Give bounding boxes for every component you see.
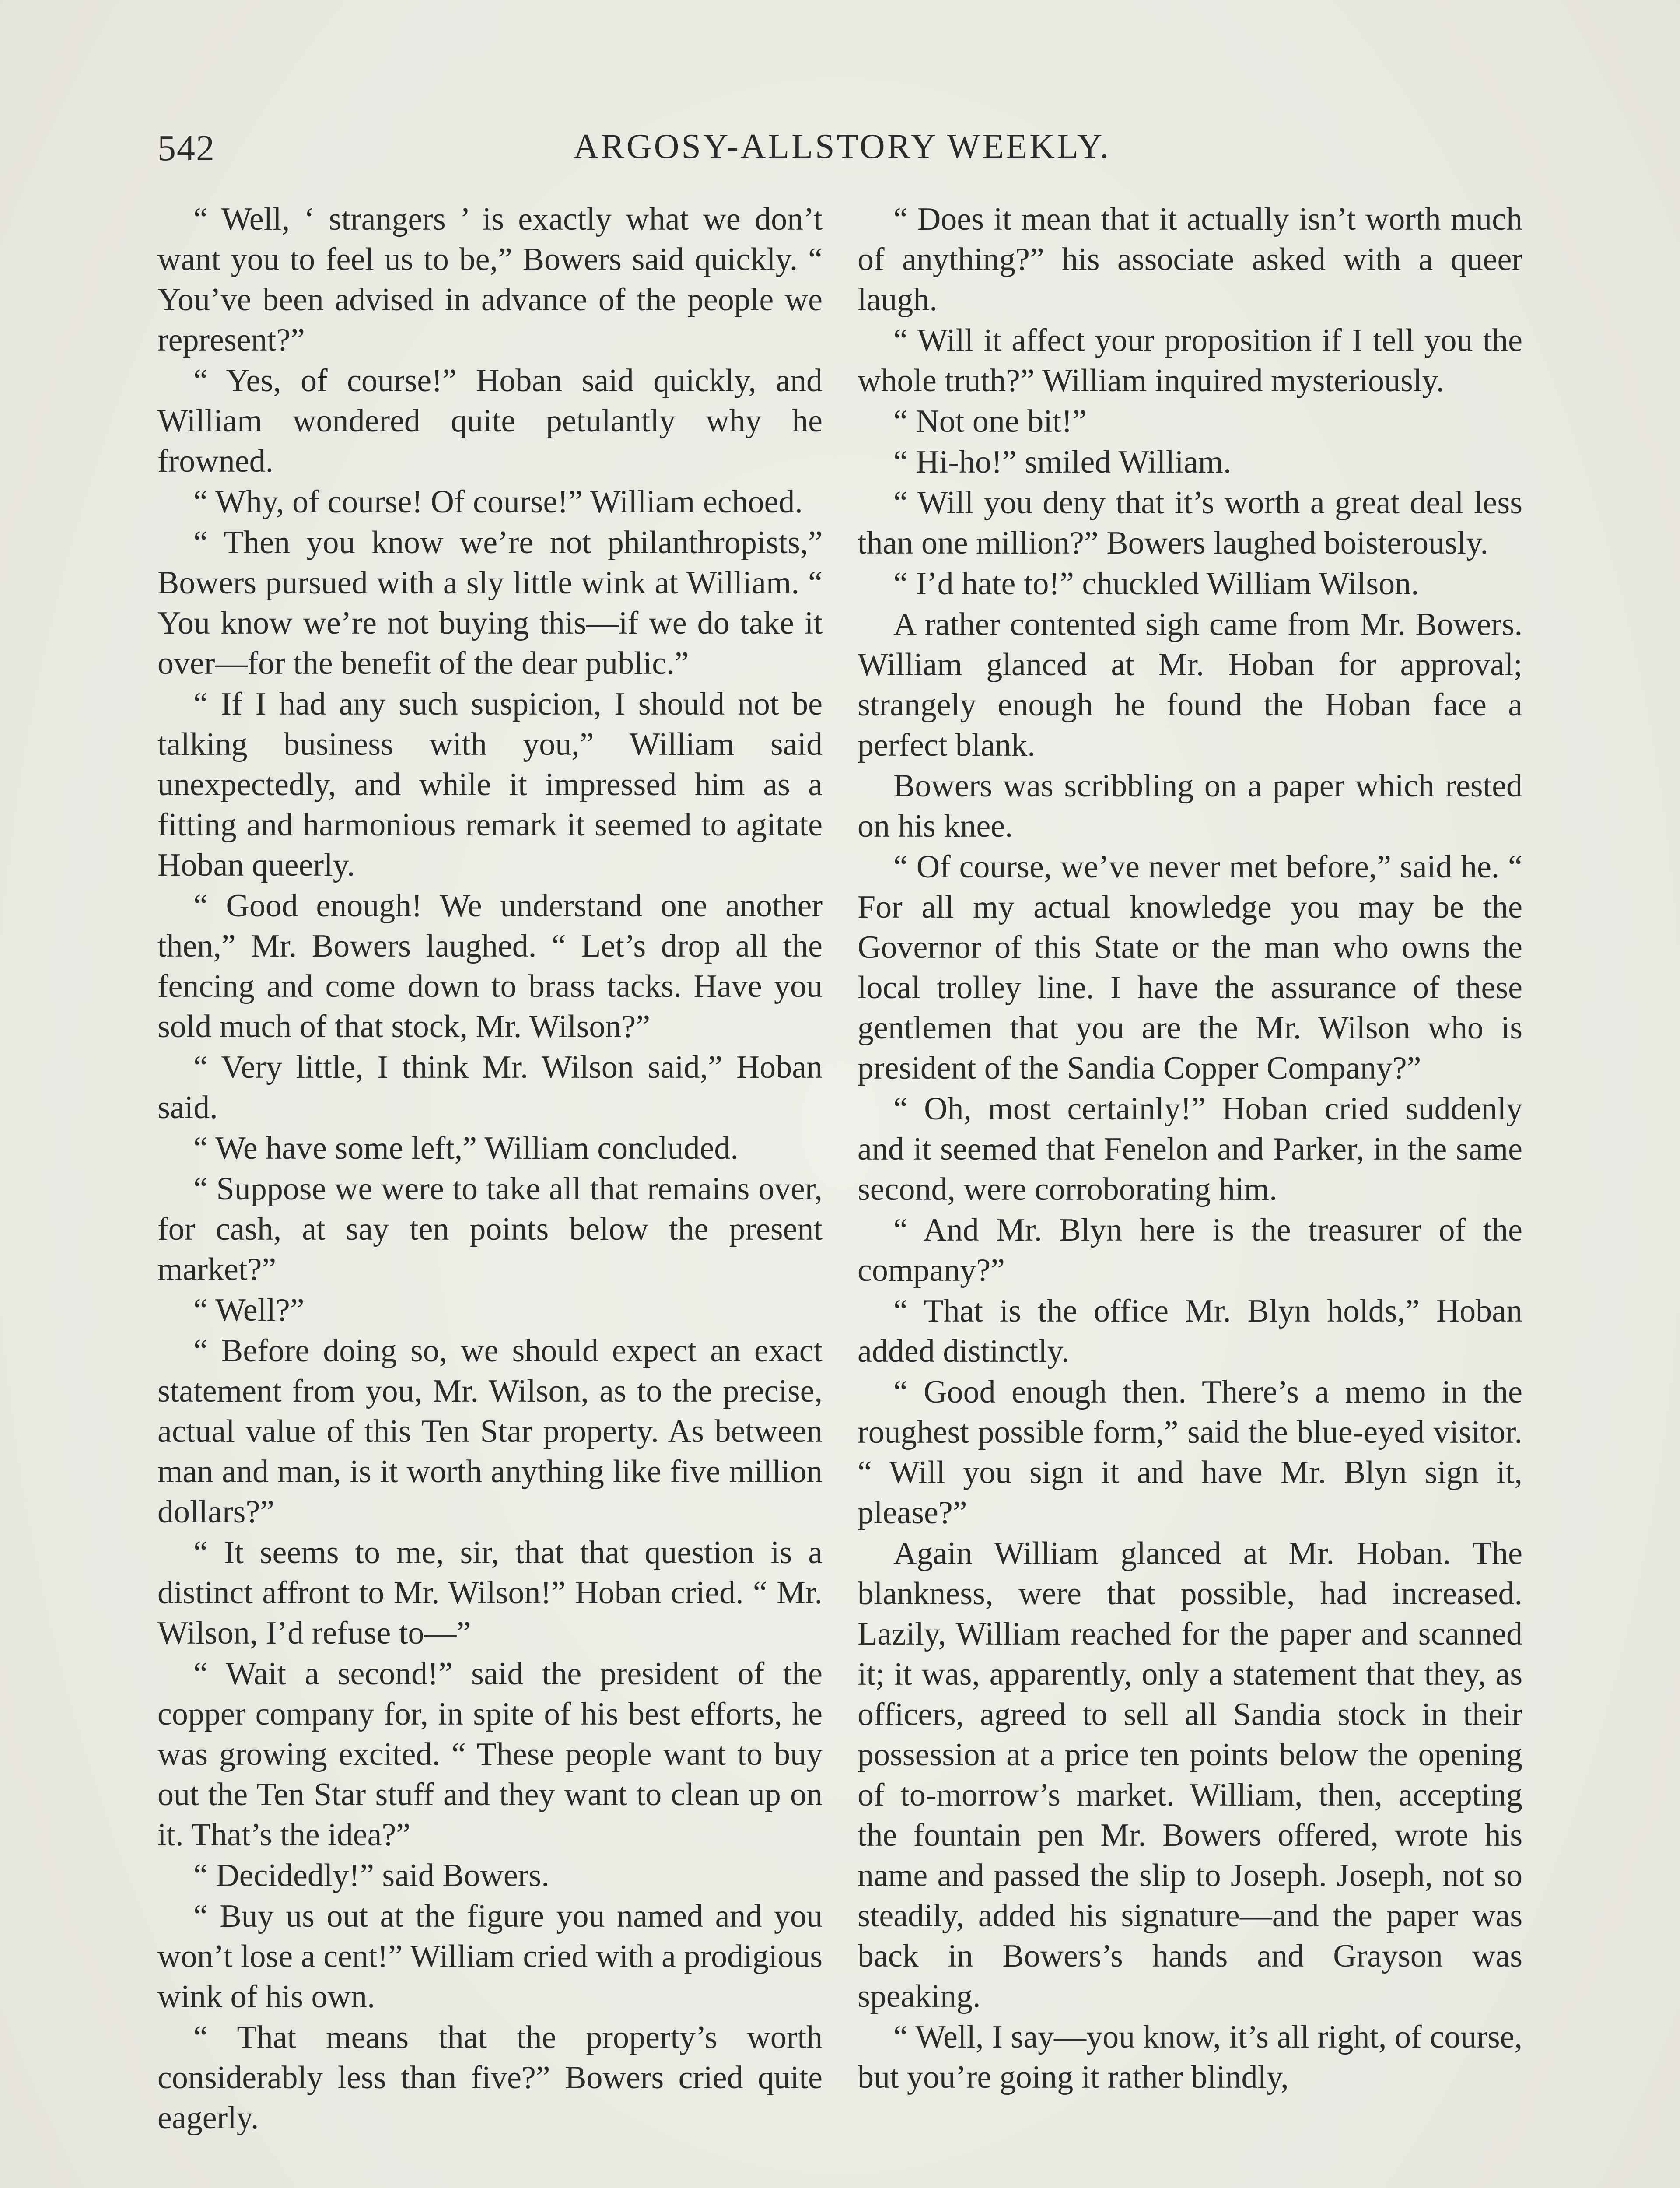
paragraph: “ That is the office Mr. Blyn holds,” Hoban added distinctly. <box>858 1293 1522 1369</box>
page-header <box>158 127 1527 175</box>
paragraph: “ It seems to me, sir, that that question is a distinct affront to Mr. Wilson!” Hoban cried. “ Mr. Wilson, I’d refuse to—” <box>158 1535 822 1651</box>
paragraph: “ Will you deny that it’s worth a great deal less than one million?” Bowers laughed boisterously. <box>858 485 1522 561</box>
paragraph: “ Well, I say—you know, it’s all right, of course, but you’re going it rather blindly, <box>858 2019 1522 2095</box>
paragraph: “ Decidedly!” said Bowers. <box>193 1858 550 1893</box>
paragraph: “ I’d hate to!” chuckled William Wilson. <box>893 566 1419 602</box>
paragraph: “ If I had any such suspicion, I should not be talking business with you,” William said unexpectedly, and while it impressed him as a fitting and harmonious remark it seemed to agitate Hoban queerly. <box>158 686 822 883</box>
paragraph: “ Wait a second!” said the president of the copper company for, in spite of his best efforts, he was growing excited. “ These people want to buy out the Ten Star stuff and they want to clean up on it. That’s the idea?” <box>158 1656 822 1853</box>
paragraph: “ Hi-ho!” smiled William. <box>893 444 1232 480</box>
paragraph: “ Very little, I think Mr. Wilson said,” Hoban said. <box>158 1049 822 1126</box>
paragraph: “ And Mr. Blyn here is the treasurer of the company?” <box>858 1212 1522 1288</box>
paragraph: “ Good enough! We understand one another then,” Mr. Bowers laughed. “ Let’s drop all the fencing and come down to brass tacks. Have you sold much of that stock, Mr. Wilson?” <box>158 888 822 1045</box>
paragraph: “ Will it affect your proposition if I tell you the whole truth?” William inquired mysteriously. <box>858 323 1522 399</box>
paragraph: A rather contented sigh came from Mr. Bowers. William glanced at Mr. Hoban for approval; strangely enough he found the Hoban face a perfect blank. <box>858 607 1522 763</box>
paragraph: “ Well, ‘ strangers ’ is exactly what we don’t want you to feel us to be,” Bowers said quickly. “ You’ve been advised in advance of the people we represent?” <box>158 201 822 358</box>
paragraph: “ Yes, of course!” Hoban said quickly, and William wondered quite petulantly why he frowned. <box>158 363 822 479</box>
paragraph: “ Then you know we’re not philanthropists,” Bowers pursued with a sly little wink at William. “ You know we’re not buying this—if we do take it over—for the benefit of the dear public.” <box>158 525 822 681</box>
paragraph: “ Good enough then. There’s a memo in the roughest possible form,” said the blue-eyed visitor. “ Will you sign it and have Mr. Blyn sign it, please?” <box>858 1374 1522 1531</box>
paragraph: “ That means that the property’s worth considerably less than five?” Bowers cried quite eagerly. <box>158 2020 822 2136</box>
paragraph: “ Well?” <box>193 1292 304 1328</box>
paragraph: “ Why, of course! Of course!” William echoed. <box>193 484 803 520</box>
paragraph: “ Oh, most certainly!” Hoban cried suddenly and it seemed that Fenelon and Parker, in the same second, were corroborating him. <box>858 1091 1522 1207</box>
paragraph: “ Buy us out at the figure you named and you won’t lose a cent!” William cried with a prodigious wink of his own. <box>158 1898 822 2015</box>
paragraph: “ Does it mean that it actually isn’t worth much of anything?” his associate asked with a queer laugh. <box>858 201 1522 318</box>
right-text-column <box>858 199 1522 2098</box>
paragraph: “ Before doing so, we should expect an exact statement from you, Mr. Wilson, as to the precise, actual value of this Ten Star property. As between man and man, is it worth anything like five million dollars?” <box>158 1333 822 1530</box>
paragraph: “ We have some left,” William concluded. <box>193 1130 738 1166</box>
paragraph: “ Of course, we’ve never met before,” said he. “ For all my actual knowledge you may be the Governor of this State or the man who owns the local trolley line. I have the assurance of these gentlemen that you are the Mr. Wilson who is president of the Sandia Copper Company?” <box>858 849 1522 1086</box>
paragraph: “ Not one bit!” <box>893 403 1087 439</box>
paragraph: Bowers was scribbling on a paper which rested on his knee. <box>858 768 1522 844</box>
paragraph: “ Suppose we were to take all that remains over, for cash, at say ten points below the present market?” <box>158 1171 822 1287</box>
page-number: 542 <box>158 128 215 168</box>
running-head: ARGOSY-ALLSTORY WEEKLY. <box>573 127 1111 166</box>
paragraph: Again William glanced at Mr. Hoban. The blankness, were that possible, had increased. Lazily, William reached for the paper and scanned it; it was, apparently, only a statement that they, as officers, agreed to sell all Sandia stock in their possession at a price ten points below the opening of to-morrow’s market. William, then, accepting the fountain pen Mr. Bowers offered, wrote his name and passed the slip to Joseph. Joseph, not so steadily, added his signature—and the paper was back in Bowers’s hands and Grayson was speaking. <box>858 1536 1522 2014</box>
left-text-column <box>158 199 822 2139</box>
